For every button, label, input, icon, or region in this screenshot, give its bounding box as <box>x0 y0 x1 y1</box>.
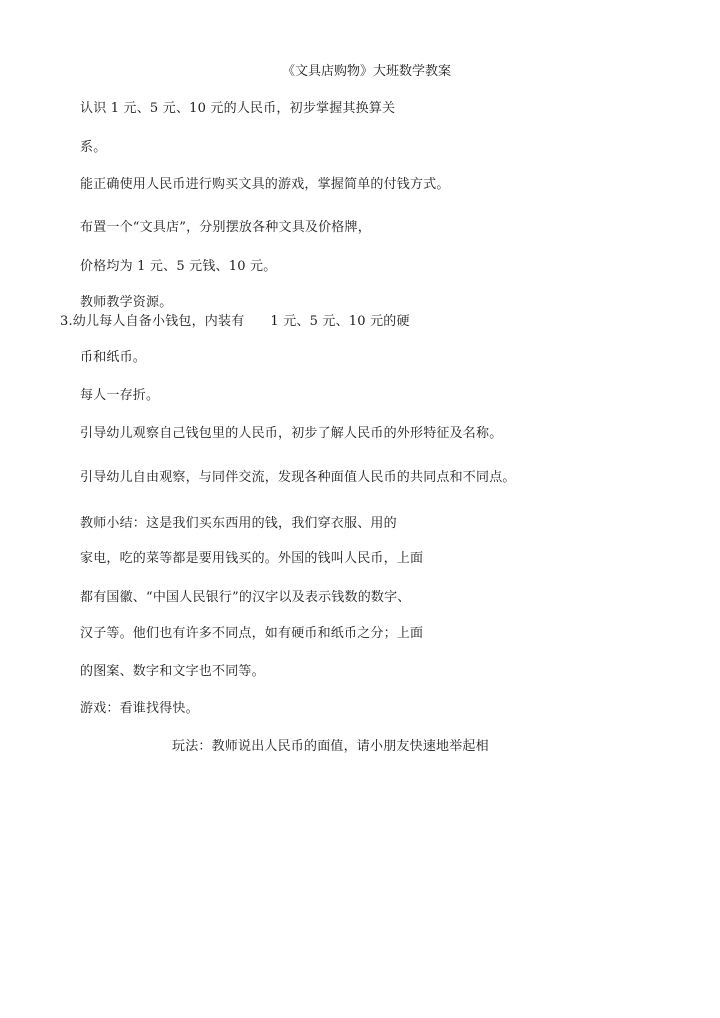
text-line-16: 的图案、数字和文字也不同等。 <box>80 664 265 679</box>
text-line-13: 家电，吃的菜等都是要用钱买的。外国的钱叫人民币，上面 <box>80 551 424 566</box>
text-line-18: 玩法：教师说出人民币的面值，请小朋友快速地举起相 <box>172 739 489 754</box>
text-line-15: 汉子等。他们也有许多不同点，如有硬币和纸币之分；上面 <box>80 626 424 641</box>
text-line-2: 系。 <box>80 140 107 155</box>
text-line-4: 布置一个“文具店”，分别摆放各种文具及价格牌， <box>80 220 371 235</box>
text-line-9: 每人一存折。 <box>80 388 160 403</box>
text-line-1: 认识 1 元、5 元、10 元的人民币，初步掌握其换算关 <box>80 101 396 116</box>
text-line-5: 价格均为 1 元、5 元钱、10 元。 <box>80 259 277 274</box>
text-line-11: 引导幼儿自由观察，与同伴交流，发现各种面值人民币的共同点和不同点。 <box>80 470 516 485</box>
document-title: 《文具店购物》大班数学教案 <box>282 64 452 79</box>
text-line-17: 游戏：看谁找得快。 <box>80 701 199 716</box>
text-line-14: 都有国徽、“中国人民银行”的汉字以及表示钱数的数字、 <box>80 590 411 605</box>
text-line-6: 教师教学资源。 <box>80 295 173 310</box>
text-line-12: 教师小结：这是我们买东西用的钱，我们穿衣服、用的 <box>80 516 397 531</box>
text-line-8: 币和纸币。 <box>80 350 147 365</box>
text-line-10: 引导幼儿观察自己钱包里的人民币，初步了解人民币的外形特征及名称。 <box>80 426 503 441</box>
text-line-3: 能正确使用人民币进行购买文具的游戏，掌握简单的付钱方式。 <box>80 177 450 192</box>
text-line-7: 3.幼儿每人自备小钱包，内装有 1 元、5 元、10 元的硬 <box>60 314 410 329</box>
